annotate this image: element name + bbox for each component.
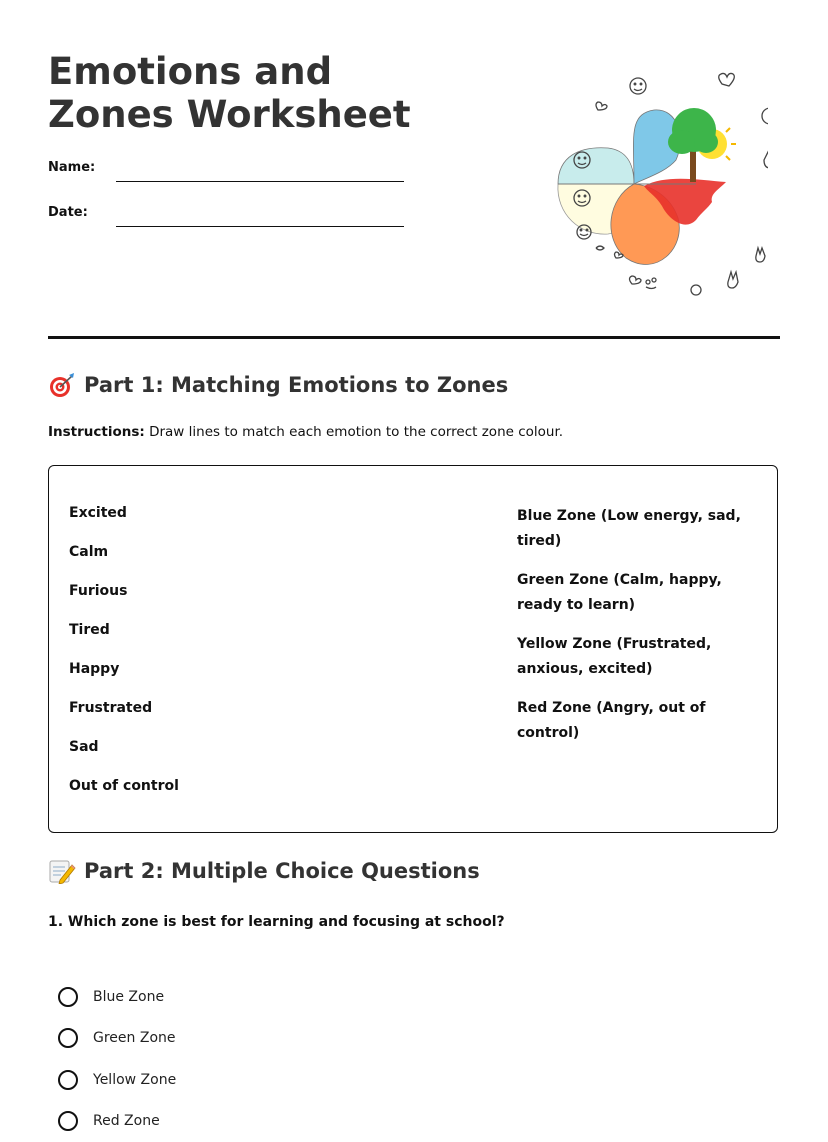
target-dart-icon <box>48 372 76 398</box>
option-red-zone[interactable] <box>58 1101 176 1142</box>
zones-of-regulation-wheel-icon <box>516 68 768 304</box>
radio-button[interactable] <box>58 1070 78 1090</box>
option-blue-zone[interactable] <box>58 976 176 1018</box>
date-label: Date: <box>48 205 88 220</box>
memo-pencil-icon <box>48 858 76 884</box>
name-field[interactable] <box>48 160 408 184</box>
option-green-zone[interactable] <box>58 1018 176 1060</box>
emotion-item[interactable]: Furious <box>69 582 179 621</box>
option-label: Green Zone <box>93 1030 176 1046</box>
emotion-item[interactable]: Out of control <box>69 777 179 816</box>
worksheet-page <box>48 0 780 338</box>
radio-button[interactable] <box>58 1028 78 1048</box>
instructions-text: Draw lines to match each emotion to the correct zone colour. <box>145 424 563 440</box>
emotion-item[interactable]: Calm <box>69 543 179 582</box>
name-label: Name: <box>48 160 95 175</box>
emotion-item[interactable]: Frustrated <box>69 699 179 738</box>
emotion-item[interactable]: Happy <box>69 660 179 699</box>
part2-heading <box>48 858 480 884</box>
question-1: 1. Which zone is best for learning and focusing at school? <box>48 914 505 930</box>
page-title: Emotions and Zones Worksheet <box>48 50 468 136</box>
part1-heading <box>48 372 508 398</box>
option-yellow-zone[interactable] <box>58 1059 176 1101</box>
option-label: Red Zone <box>93 1113 160 1129</box>
option-label: Blue Zone <box>93 989 164 1005</box>
matching-box <box>48 465 778 833</box>
part1-instructions <box>48 424 563 440</box>
instructions-label: Instructions: <box>48 424 145 440</box>
emotion-list <box>69 504 179 816</box>
date-field[interactable] <box>48 205 408 229</box>
emotion-item[interactable]: Excited <box>69 504 179 543</box>
zone-item-yellow[interactable]: Yellow Zone (Frustrated, anxious, excited) <box>517 632 767 682</box>
zone-item-red[interactable]: Red Zone (Angry, out of control) <box>517 696 767 746</box>
worksheet-header <box>48 0 780 338</box>
header-divider <box>48 336 780 339</box>
emotion-item[interactable]: Sad <box>69 738 179 777</box>
zone-item-blue[interactable]: Blue Zone (Low energy, sad, tired) <box>517 504 767 554</box>
radio-button[interactable] <box>58 987 78 1007</box>
zone-list <box>517 504 767 760</box>
name-blank-line[interactable] <box>116 181 404 182</box>
part1-title: Part 1: Matching Emotions to Zones <box>84 373 508 397</box>
option-label: Yellow Zone <box>93 1072 176 1088</box>
radio-button[interactable] <box>58 1111 78 1131</box>
part2-title: Part 2: Multiple Choice Questions <box>84 859 480 883</box>
date-blank-line[interactable] <box>116 226 404 227</box>
zone-item-green[interactable]: Green Zone (Calm, happy, ready to learn) <box>517 568 767 618</box>
question-1-options <box>58 976 176 1142</box>
emotion-item[interactable]: Tired <box>69 621 179 660</box>
